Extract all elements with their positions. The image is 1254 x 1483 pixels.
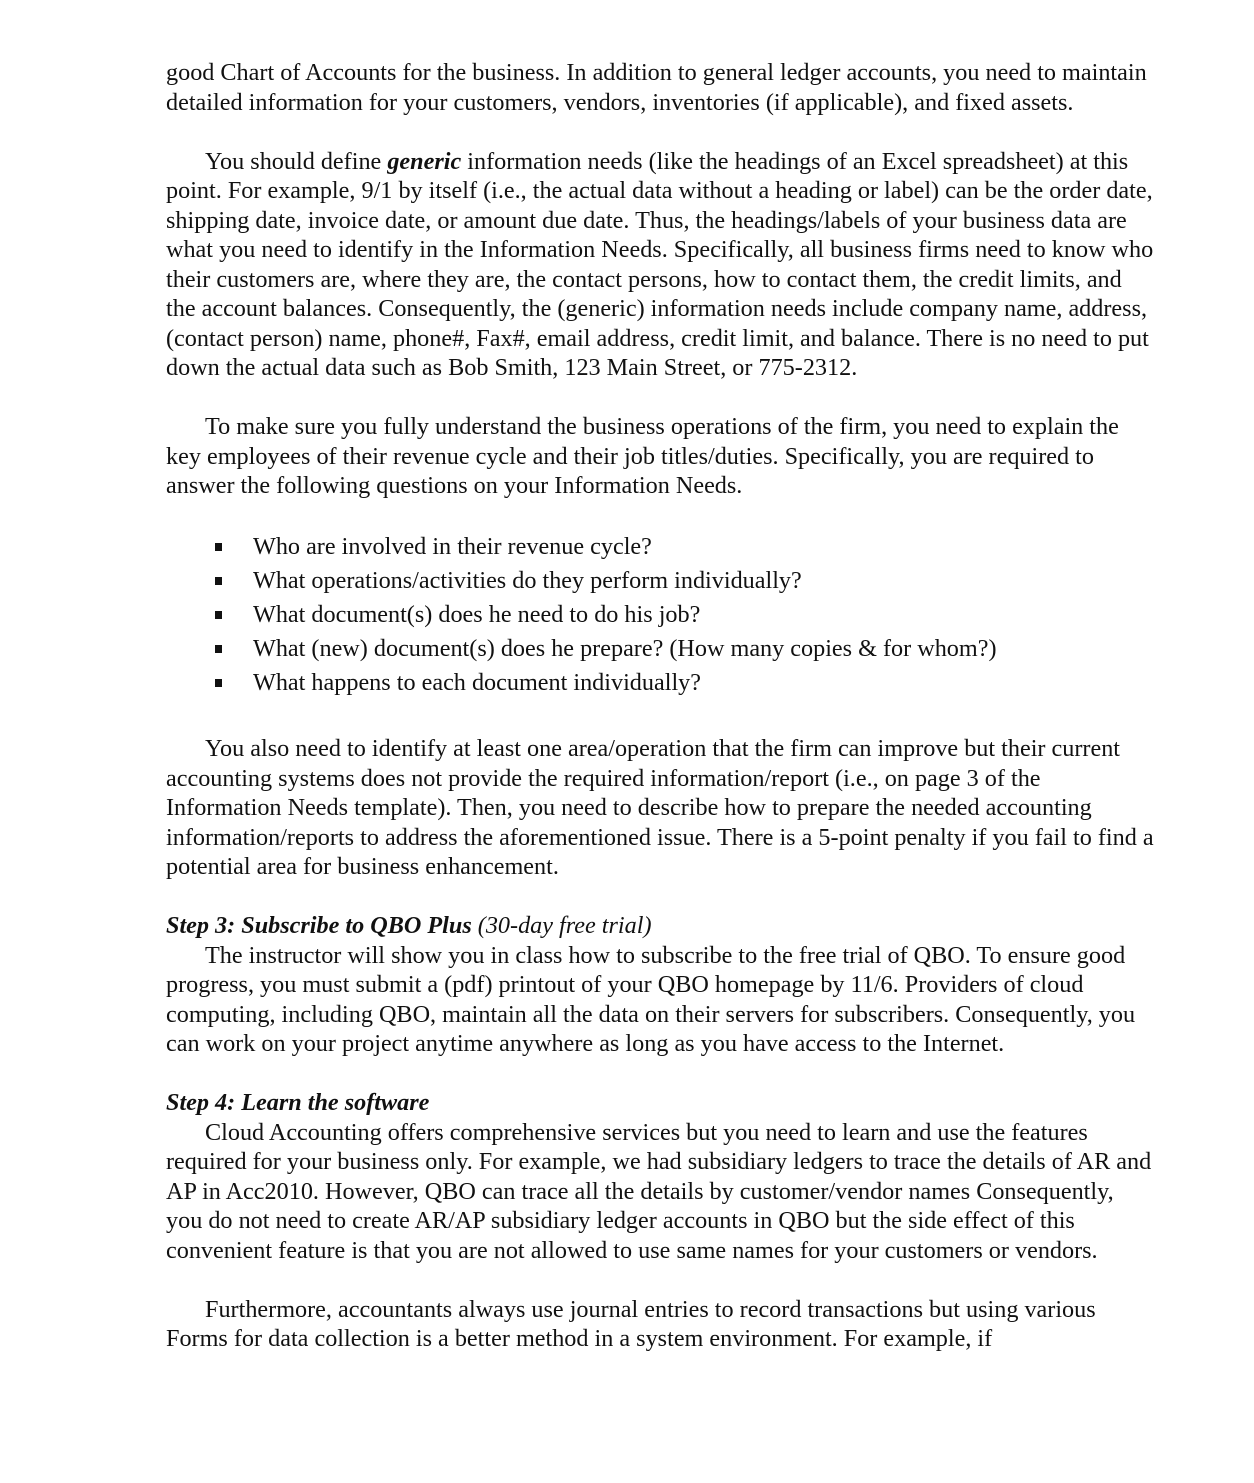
square-bullet-icon [215,577,222,585]
question-text: What happens to each document individually? [253,669,702,696]
square-bullet-icon [215,543,222,551]
questions-list [166,530,1156,700]
paragraph-gap [166,383,1156,413]
paragraph-journal-entries: Furthermore, accountants always use journal entries to record transactions but using various Forms for data collection is a better method in a system environment. For example, if [166,1295,1096,1352]
paragraph-gap [166,117,1156,147]
step3-body: The instructor will show you in class how to subscribe to the free trial of QBO. To ensure good progress, you must submit a (pdf) printout of your QBO homepage by 11/6. Providers of cloud computing, including QBO, maintain all the data on their servers for subscribers. Consequently, you can work on your project anytime anywhere as long as you have access to the Internet. [166,941,1136,1057]
question-text: What operations/activities do they perform individually? [253,567,802,594]
document-page [166,58,1156,1354]
paragraph-gap [166,1265,1156,1295]
step3-subtitle: (30-day free trial) [471,912,652,939]
square-bullet-icon [215,611,222,619]
square-bullet-icon [215,679,222,687]
paragraph-gap [166,882,1156,912]
question-text: Who are involved in their revenue cycle? [253,533,652,560]
paragraph-generic-after: information needs (like the headings of an Excel spreadsheet) at this point. For example, 9/1 by itself (i.e., the actual data without a heading or label) can be the order date, shipping date, invoice date, or amount due date. Thus, the headings/labels of your business data are what you need to identify in the Information Needs. Specifically, all business firms need to know who their customers are, where they are, the contact persons, how to contact them, the credit limits, and the account balances. Consequently, the (generic) information needs include company name, address, (contact person) name, phone#, Fax#, email address, credit limit, and balance. There is no need to put down the actual data such as Bob Smith, 123 Main Street, or 775-2312. [166,147,1154,381]
paragraph-gap [166,501,1156,531]
list-item [166,598,1156,632]
square-bullet-icon [215,645,222,653]
step4-body: Cloud Accounting offers comprehensive services but you need to learn and use the features required for your business only. For example, we had subsidiary ledgers to trace the details of AR and AP in Acc2010. However, QBO can trace all the details by customer/vendor names Consequently, you do not need to create AR/AP subsidiary ledger accounts in QBO but the side effect of this convenient feature is that you are not allowed to use same names for your customers or vendors. [166,1118,1152,1264]
list-item [166,564,1156,598]
paragraph-gap [166,1059,1156,1089]
step4-title: Step 4: Learn the software [166,1089,430,1116]
paragraph-business-operations: To make sure you fully understand the business operations of the firm, you need to explain the key employees of their revenue cycle and their job titles/duties. Specifically, you are required to answer the following questions on your Information Needs. [166,413,1119,499]
step4-heading [166,1088,1156,1118]
list-item [166,530,1156,564]
paragraph-chart-of-accounts: good Chart of Accounts for the business. In addition to general ledger accounts, you need to maintain detailed information for your customers, vendors, inventories (if applicable), and fixed assets. [166,59,1147,116]
question-text: What (new) document(s) does he prepare? (How many copies & for whom?) [253,635,997,662]
list-item [166,666,1156,700]
question-text: What document(s) does he need to do his job? [253,601,701,628]
paragraph-generic-before: You should define [205,147,388,175]
generic-emphasis: generic [387,147,462,175]
paragraph-improvement-area: You also need to identify at least one area/operation that the firm can improve but their current accounting systems does not provide the required information/report (i.e., on page 3 of the Information Needs template). Then, you need to describe how to prepare the needed accounting information/reports to address the aforementioned issue. There is a 5-point penalty if you fail to find a potential area for business enhancement. [166,735,1154,880]
paragraph-gap [166,700,1156,734]
step3-heading [166,911,1156,941]
paragraph-generic-info-needs [166,147,1156,383]
step3-title: Step 3: Subscribe to QBO Plus [166,912,472,939]
list-item [166,632,1156,666]
